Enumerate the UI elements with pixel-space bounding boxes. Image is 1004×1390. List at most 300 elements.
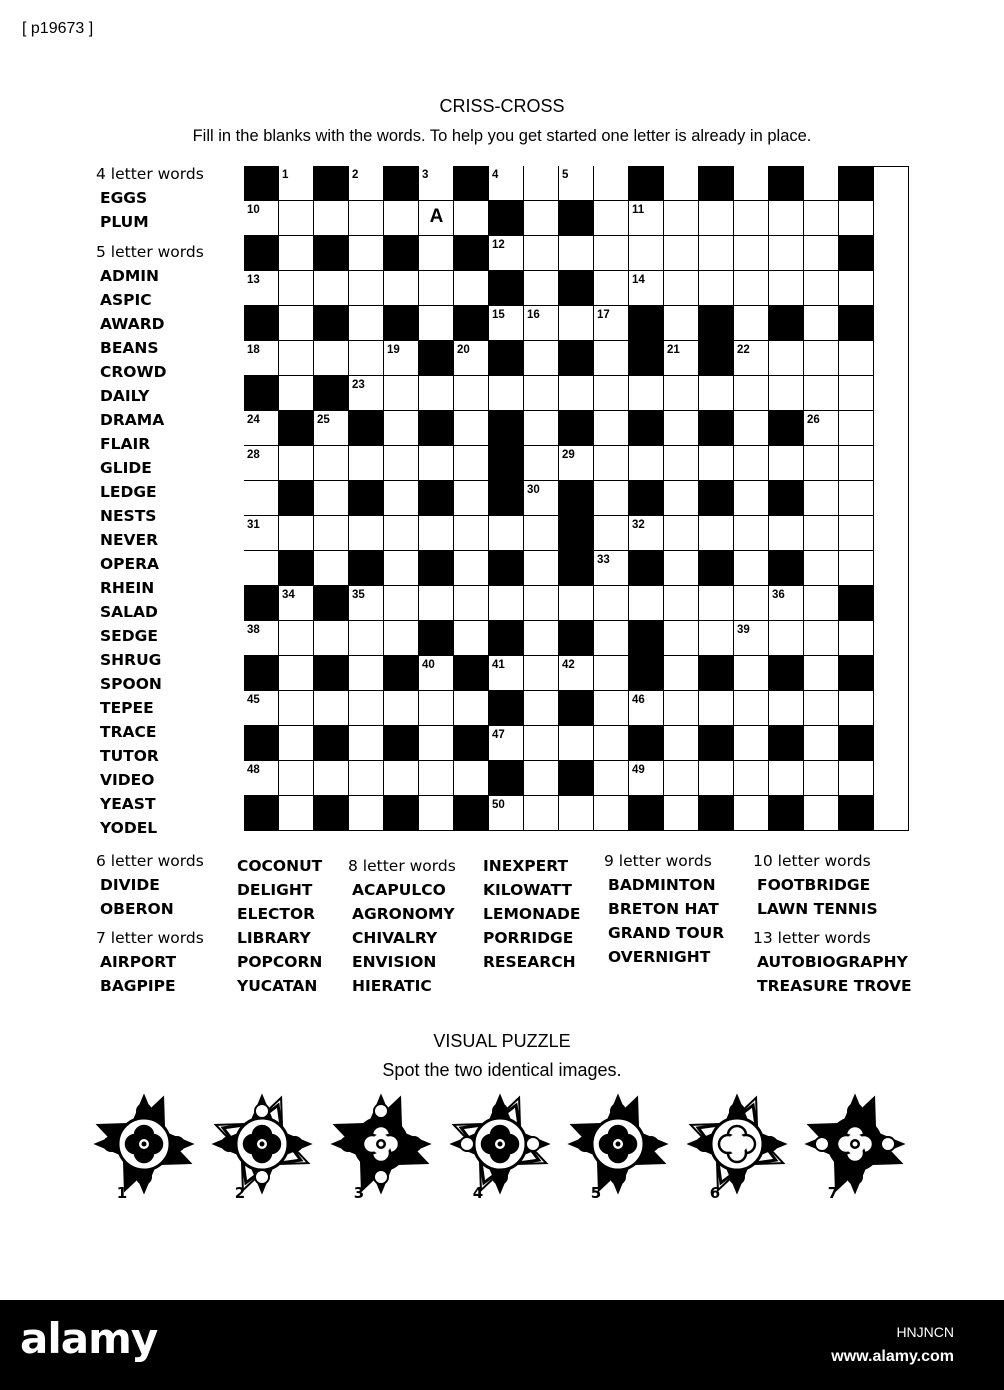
word-list-9 [604,849,725,969]
grid-cell[interactable] [279,621,314,656]
grid-cell[interactable] [769,271,804,306]
list-item: ELECTOR [237,905,316,923]
grid-cell[interactable] [664,586,699,621]
grid-cell[interactable] [629,586,664,621]
clue-number: 23 [352,379,365,391]
grid-cell[interactable] [349,796,384,831]
grid-cell[interactable] [559,166,594,201]
black-cell [699,551,734,586]
grid-cell[interactable] [314,446,349,481]
grid-cell[interactable] [804,166,839,201]
grid-cell[interactable] [804,551,839,586]
black-cell [489,446,524,481]
grid-cell[interactable] [349,586,384,621]
grid-cell[interactable] [804,761,839,796]
grid-cell[interactable] [349,621,384,656]
grid-cell[interactable] [384,761,419,796]
grid-cell[interactable] [279,761,314,796]
grid-cell[interactable] [279,691,314,726]
grid-cell[interactable] [769,586,804,621]
grid-cell[interactable] [314,271,349,306]
grid-cell[interactable] [664,551,699,586]
clue-number: 3 [422,169,429,181]
grid-cell[interactable] [664,306,699,341]
black-cell [454,166,489,201]
grid-cell[interactable] [419,516,454,551]
grid-cell[interactable] [349,376,384,411]
grid-cell[interactable] [244,446,279,481]
grid-cell[interactable] [594,726,629,761]
grid-cell[interactable] [839,761,874,796]
clue-number: 35 [352,589,365,601]
grid-cell[interactable] [454,271,489,306]
grid-cell[interactable] [349,656,384,691]
grid-cell[interactable] [419,691,454,726]
grid-cell[interactable] [664,761,699,796]
puzzle-image-1[interactable] [92,1092,196,1202]
grid-cell[interactable] [734,516,769,551]
grid-cell[interactable] [349,691,384,726]
grid-cell[interactable] [734,201,769,236]
grid-cell[interactable] [664,411,699,446]
grid-cell[interactable] [734,726,769,761]
puzzle-image-4[interactable] [448,1092,552,1202]
grid-cell[interactable] [559,656,594,691]
grid-cell[interactable] [244,411,279,446]
grid-cell[interactable] [454,446,489,481]
grid-cell[interactable] [559,726,594,761]
grid-cell[interactable] [524,656,559,691]
grid-cell[interactable] [384,376,419,411]
grid-cell[interactable] [699,621,734,656]
grid-cell[interactable] [734,761,769,796]
grid-cell[interactable] [559,446,594,481]
grid-cell[interactable] [839,516,874,551]
grid-cell[interactable] [734,551,769,586]
grid-cell[interactable] [594,376,629,411]
grid-cell[interactable] [384,586,419,621]
grid-cell[interactable] [279,166,314,201]
grid-cell[interactable] [839,411,874,446]
grid-cell[interactable] [839,621,874,656]
grid-cell[interactable] [594,621,629,656]
grid-cell[interactable] [524,516,559,551]
grid-cell[interactable] [524,376,559,411]
grid-cell[interactable] [664,341,699,376]
grid-cell[interactable] [664,201,699,236]
grid-cell[interactable] [454,621,489,656]
black-cell [839,166,874,201]
grid-cell[interactable] [489,166,524,201]
puzzle-image-3[interactable] [329,1092,433,1202]
puzzle-image-6[interactable] [685,1092,789,1202]
grid-cell[interactable] [699,271,734,306]
grid-cell[interactable] [279,236,314,271]
grid-cell[interactable] [524,586,559,621]
grid-cell[interactable] [384,341,419,376]
grid-cell[interactable] [349,236,384,271]
grid-cell[interactable] [664,166,699,201]
puzzle-image-2[interactable] [210,1092,314,1202]
grid-cell[interactable] [244,621,279,656]
grid-cell[interactable] [594,691,629,726]
grid-cell[interactable] [804,586,839,621]
grid-cell[interactable] [419,271,454,306]
black-cell [489,551,524,586]
black-cell [279,551,314,586]
grid-cell[interactable] [489,376,524,411]
grid-cell[interactable] [314,516,349,551]
clue-number: 26 [807,414,820,426]
grid-cell[interactable] [384,446,419,481]
grid-cell[interactable] [559,376,594,411]
grid-cell[interactable] [349,446,384,481]
grid-cell[interactable] [384,411,419,446]
grid-cell[interactable] [524,341,559,376]
list-item: COCONUT [237,857,323,875]
grid-cell[interactable] [594,656,629,691]
grid-cell[interactable] [804,481,839,516]
grid-cell[interactable] [349,166,384,201]
grid-cell[interactable] [699,586,734,621]
list-item: BEANS [100,339,159,357]
grid-cell[interactable] [314,481,349,516]
grid-cell[interactable] [734,691,769,726]
list-item: AGRONOMY [352,905,455,923]
accent-dot [881,1137,895,1151]
grid-cell[interactable] [524,306,559,341]
grid-cell[interactable] [734,271,769,306]
grid-cell[interactable] [769,691,804,726]
grid-cell[interactable] [594,761,629,796]
grid-cell[interactable] [524,761,559,796]
clue-number: 38 [247,624,260,636]
clue-number: 11 [632,204,645,216]
grid-cell[interactable] [594,306,629,341]
grid-cell[interactable] [699,201,734,236]
grid-cell[interactable] [664,726,699,761]
grid-cell[interactable] [244,201,279,236]
grid-cell[interactable] [629,446,664,481]
grid-cell[interactable] [454,201,489,236]
grid-cell[interactable] [594,271,629,306]
black-cell [349,481,384,516]
grid-cell[interactable] [699,446,734,481]
grid-cell[interactable] [629,201,664,236]
grid-cell[interactable] [594,481,629,516]
grid-cell[interactable] [384,516,419,551]
grid-cell[interactable] [594,166,629,201]
grid-cell[interactable] [244,516,279,551]
grid-cell[interactable] [419,201,454,236]
grid-cell[interactable] [419,306,454,341]
grid-cell[interactable] [734,166,769,201]
grid-cell[interactable] [349,306,384,341]
grid-cell[interactable] [524,481,559,516]
grid-cell[interactable] [244,691,279,726]
grid-cell[interactable] [419,446,454,481]
list-item: YEAST [100,795,156,813]
grid-cell[interactable] [489,306,524,341]
grid-cell[interactable] [804,271,839,306]
grid-cell[interactable] [839,446,874,481]
grid-cell[interactable] [629,236,664,271]
grid-cell[interactable] [559,236,594,271]
grid-cell[interactable] [804,621,839,656]
black-cell [489,271,524,306]
grid-cell[interactable] [734,656,769,691]
grid-cell[interactable] [419,376,454,411]
grid-cell[interactable] [384,481,419,516]
grid-cell[interactable] [419,796,454,831]
grid-cell[interactable] [454,376,489,411]
grid-cell[interactable] [804,236,839,271]
grid-cell[interactable] [524,201,559,236]
grid-cell[interactable] [804,376,839,411]
grid-cell[interactable] [804,691,839,726]
grid-cell[interactable] [769,761,804,796]
grid-cell[interactable] [734,341,769,376]
puzzle-image-5[interactable] [566,1092,670,1202]
clue-number: 18 [247,344,260,356]
grid-cell[interactable] [769,376,804,411]
grid-cell[interactable] [314,621,349,656]
emblem-icon [803,1092,907,1196]
grid-cell[interactable] [454,411,489,446]
grid-cell[interactable] [524,271,559,306]
grid-cell[interactable] [804,306,839,341]
grid-cell[interactable] [279,201,314,236]
grid-cell[interactable] [349,516,384,551]
grid-cell[interactable] [384,201,419,236]
grid-cell[interactable] [559,796,594,831]
clue-number: 32 [632,519,645,531]
grid-cell[interactable] [734,586,769,621]
grid-cell[interactable] [419,586,454,621]
clue-number: 46 [632,694,645,706]
grid-cell[interactable] [489,726,524,761]
grid-cell[interactable] [279,726,314,761]
grid-cell[interactable] [349,271,384,306]
grid-cell[interactable] [454,691,489,726]
grid-cell[interactable] [314,691,349,726]
grid-cell[interactable] [804,411,839,446]
grid-cell[interactable] [244,341,279,376]
grid-cell[interactable] [279,586,314,621]
grid-cell[interactable] [524,691,559,726]
grid-cell[interactable] [769,201,804,236]
grid-cell[interactable] [594,586,629,621]
grid-cell[interactable] [594,516,629,551]
grid-cell[interactable] [734,796,769,831]
grid-cell[interactable] [804,446,839,481]
grid-cell[interactable] [734,411,769,446]
grid-cell[interactable] [489,656,524,691]
grid-cell[interactable] [629,761,664,796]
grid-cell[interactable] [524,551,559,586]
grid-cell[interactable] [244,481,279,516]
grid-cell[interactable] [664,236,699,271]
image-number: 7 [827,1184,839,1202]
grid-cell[interactable] [489,586,524,621]
black-cell [314,236,349,271]
clue-number: 48 [247,764,260,776]
grid-cell[interactable] [349,201,384,236]
grid-cell[interactable] [839,271,874,306]
puzzle-image-7[interactable] [803,1092,907,1202]
grid-cell[interactable] [839,551,874,586]
grid-cell[interactable] [839,341,874,376]
grid-cell[interactable] [384,551,419,586]
grid-cell[interactable] [699,691,734,726]
grid-cell[interactable] [384,621,419,656]
grid-cell[interactable] [314,201,349,236]
grid-cell[interactable] [734,446,769,481]
grid-cell[interactable] [524,726,559,761]
grid-cell[interactable] [804,201,839,236]
grid-cell[interactable] [664,516,699,551]
grid-cell[interactable] [244,551,279,586]
grid-cell[interactable] [839,481,874,516]
grid-cell[interactable] [279,271,314,306]
list-item: RHEIN [100,579,155,597]
grid-cell[interactable] [629,516,664,551]
black-cell [384,796,419,831]
grid-cell[interactable] [769,341,804,376]
grid-cell[interactable] [384,691,419,726]
grid-cell[interactable] [699,761,734,796]
grid-cell[interactable] [664,621,699,656]
grid-cell[interactable] [524,166,559,201]
grid-cell[interactable] [664,691,699,726]
grid-cell[interactable] [804,516,839,551]
grid-cell[interactable] [699,236,734,271]
grid-cell[interactable] [594,411,629,446]
grid-cell[interactable] [664,796,699,831]
grid-cell[interactable] [384,271,419,306]
grid-cell[interactable] [734,376,769,411]
grid-cell[interactable] [454,551,489,586]
black-cell [839,796,874,831]
black-cell [699,656,734,691]
grid-cell[interactable] [244,761,279,796]
black-cell [419,481,454,516]
grid-cell[interactable] [559,586,594,621]
grid-cell[interactable] [699,516,734,551]
image-number: 3 [353,1184,365,1202]
grid-cell[interactable] [629,376,664,411]
grid-cell[interactable] [664,271,699,306]
grid-cell[interactable] [594,446,629,481]
word-list-8 [348,854,456,998]
grid-cell[interactable] [664,376,699,411]
grid-cell[interactable] [349,761,384,796]
black-cell [559,481,594,516]
grid-cell[interactable] [524,796,559,831]
grid-cell[interactable] [524,621,559,656]
grid-cell[interactable] [524,446,559,481]
grid-cell[interactable] [349,726,384,761]
grid-cell[interactable] [314,551,349,586]
grid-cell[interactable] [279,446,314,481]
grid-cell[interactable] [804,341,839,376]
grid-cell[interactable] [664,481,699,516]
black-cell [454,236,489,271]
grid-cell[interactable] [489,796,524,831]
grid-cell[interactable] [769,446,804,481]
grid-cell[interactable] [769,236,804,271]
grid-cell[interactable] [279,656,314,691]
black-cell [314,656,349,691]
grid-cell[interactable] [804,656,839,691]
grid-cell[interactable] [454,481,489,516]
grid-cell[interactable] [734,621,769,656]
grid-cell[interactable] [419,726,454,761]
grid-cell[interactable] [419,656,454,691]
grid-cell[interactable] [839,691,874,726]
grid-cell[interactable] [629,691,664,726]
grid-cell[interactable] [804,796,839,831]
black-cell [244,656,279,691]
grid-cell[interactable] [454,761,489,796]
grid-cell[interactable] [594,201,629,236]
grid-cell[interactable] [734,481,769,516]
grid-cell[interactable] [699,376,734,411]
grid-cell[interactable] [314,411,349,446]
grid-cell[interactable] [489,236,524,271]
grid-cell[interactable] [279,516,314,551]
grid-cell[interactable] [559,306,594,341]
grid-cell[interactable] [769,516,804,551]
grid-cell[interactable] [279,376,314,411]
grid-cell[interactable] [839,376,874,411]
grid-cell[interactable] [454,341,489,376]
grid-cell[interactable] [769,621,804,656]
grid-cell[interactable] [349,341,384,376]
black-cell [629,411,664,446]
grid-cell[interactable] [664,656,699,691]
list-item: TUTOR [100,747,159,765]
grid-cell[interactable] [594,341,629,376]
grid-cell[interactable] [314,761,349,796]
grid-cell[interactable] [454,586,489,621]
grid-cell[interactable] [804,726,839,761]
grid-cell[interactable] [279,796,314,831]
black-cell [629,656,664,691]
grid-cell[interactable] [454,516,489,551]
grid-cell[interactable] [839,201,874,236]
accent-dot [137,1170,151,1184]
grid-cell[interactable] [594,236,629,271]
grid-cell[interactable] [664,446,699,481]
grid-cell[interactable] [594,796,629,831]
grid-cell[interactable] [734,306,769,341]
grid-cell[interactable] [419,761,454,796]
grid-cell[interactable] [629,271,664,306]
grid-cell[interactable] [244,271,279,306]
grid-cell[interactable] [489,516,524,551]
grid-cell[interactable] [279,341,314,376]
grid-cell[interactable] [279,306,314,341]
grid-cell[interactable] [594,551,629,586]
grid-cell[interactable] [524,411,559,446]
grid-cell[interactable] [524,236,559,271]
grid-cell[interactable] [419,166,454,201]
grid-cell[interactable] [734,236,769,271]
black-cell [629,481,664,516]
grid-cell[interactable] [419,236,454,271]
grid-cell[interactable] [314,341,349,376]
